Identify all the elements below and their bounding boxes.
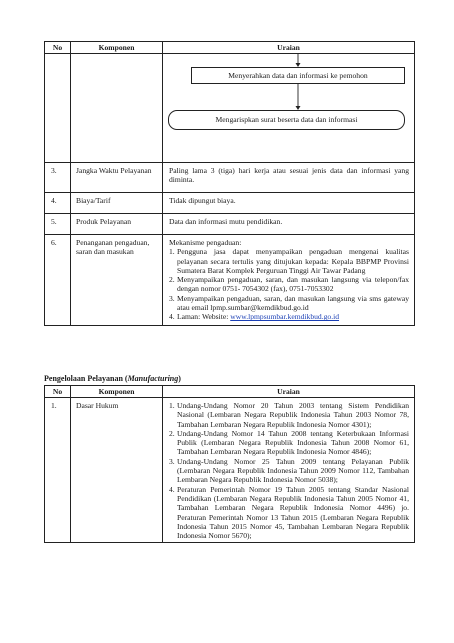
table-header-row <box>45 386 415 398</box>
header-komponen: Komponen <box>71 42 163 54</box>
table-header-row <box>45 42 415 54</box>
flow-step-deliver: Menyerahkan data dan informasi ke pemohon <box>191 67 405 84</box>
list-item: 3. Menyampaikan pengaduan, saran, dan masukan langsung via sms gateway atau email lpmp.sumbar@kemdikbud.go.id <box>169 293 409 313</box>
legal-basis-list <box>169 401 409 540</box>
website-link[interactable]: www.lpmpsumbar.kemdikbud.go.id <box>230 312 340 322</box>
complaint-intro: Mekanisme pengaduan: <box>169 238 242 247</box>
list-item: 4. Laman: Website: www.lpmpsumbar.kemdikbud.go.id <box>169 312 340 322</box>
table-row: 6. Penanganan pengaduan, saran dan masukan Mekanisme pengaduan: 1. Pengguna jasa dapat menyampaikan pengaduan mengenai kualitas pelayanan secara tertulis yang ditujukan kepada: Kepala BBPMP Provinsi Sumatera Barat Komplek Perguruan Tinggi Air Tawar Padang 2. Menyampaikan pengaduan, saran, dan masukan langsung via telepon/fax dengan nomor 0751- 7054302 (fax), 0751-7053302 3. Menyampaikan pengaduan, saran, dan masukan langsung via sms gateway atau email lpmp.sumbar@kemdikbud.go.id 4. Laman: Website: www.lpmpsumbar.kemdikbud.go.id <box>45 235 415 326</box>
flow-step-archive: Mengarispkan surat beserta data dan informasi <box>168 110 405 130</box>
list-item: 1. Undang-Undang Nomor 20 Tahun 2003 tentang Sistem Pendidikan Nasional (Lembaran Negara Republik Indonesia Tahun 2003 Nomor 78, Tambahan Lembaran Negara Republik Indonesia Nomor 4301); <box>169 401 409 429</box>
list-item: 3. Undang-Undang Nomor 25 Tahun 2009 tentang Pelayanan Publik (Lembaran Negara Republik Indonesia Tahun 2009 Nomor 112, Tambahan Lembaran Negara Republik Indonesia Nomor 5038); <box>169 456 409 485</box>
flowchart-row <box>45 54 415 163</box>
list-item: 2. Menyampaikan pengaduan, saran, dan masukan langsung via telepon/fax dengan nomor 0751- 7054302 (fax), 0751-7053302 <box>169 275 409 294</box>
table-row: 4. Biaya/Tarif Tidak dipungut biaya. <box>45 193 415 214</box>
header-uraian: Uraian <box>163 42 415 54</box>
table-row: 5. Produk Pelayanan Data dan informasi mutu pendidikan. <box>45 214 415 235</box>
list-item: 4. Peraturan Pemerintah Nomor 19 Tahun 2005 tentang Standar Nasional Pendidikan (Lembaran Negara Republik Indonesia Tahun 2005 Nomor 41, Tambahan Lembaran Negara Republik Indonesia Nomor 4496) jo. Peraturan Pemerintah Nomor 13 Tahun 2015 (Lembaran Negara Republik Indonesia Tahun 2015 Nomor 45, Tambahan Lembaran Negara Republik Indonesia Nomor 5670); <box>169 484 409 541</box>
header-komponen: Komponen <box>71 386 163 398</box>
header-uraian: Uraian <box>163 386 415 398</box>
table-row: 3. Jangka Waktu Pelayanan Paling lama 3 (tiga) hari kerja atau sesuai jenis data dan informasi yang diminta. <box>45 163 415 193</box>
service-table <box>44 41 415 326</box>
header-no: No <box>45 42 71 54</box>
header-no: No <box>45 386 71 398</box>
flowchart <box>163 54 414 162</box>
management-table <box>44 385 415 543</box>
table-row: 1. Dasar Hukum 1. Undang-Undang Nomor 20 Tahun 2003 tentang Sistem Pendidikan Nasional (Lembaran Negara Republik Indonesia Tahun 2003 Nomor 78, Tambahan Lembaran Negara Republik Indonesia Nomor 4301); 2. Undang-Undang Nomor 14 Tahun 2008 tentang Keterbukaan Informasi Publik (Lembaran Negara Republik Indonesia Tahun 2008 Nomor 61, Tambahan Lembaran Negara Republik Indonesia Nomor 4846); 3. Undang-Undang Nomor 25 Tahun 2009 tentang Pelayanan Publik (Lembaran Negara Republik Indonesia Tahun 2009 Nomor 112, Tambahan Lembaran Negara Republik Indonesia Nomor 5038); 4. Peraturan Pemerintah Nomor 19 Tahun 2005 tentang Standar Nasional Pendidikan (Lembaran Negara Republik Indonesia Tahun 2005 Nomor 41, Tambahan Lembaran Negara Republik Indonesia Nomor 4496) jo. Peraturan Pemerintah Nomor 13 Tahun 2015 (Lembaran Negara Republik Indonesia Tahun 2015 Nomor 45, Tambahan Lembaran Negara Republik Indonesia Nomor 5670); <box>45 398 415 543</box>
section-title: Pengelolaan Pelayanan (Manufacturing) <box>44 374 181 383</box>
list-item: 1. Pengguna jasa dapat menyampaikan pengaduan mengenai kualitas pelayanan secara tertulis yang ditujukan kepada: Kepala BBPMP Provinsi Sumatera Barat Komplek Perguruan Tinggi Air Tawar Padang <box>169 247 409 275</box>
complaint-list <box>169 247 409 321</box>
list-item: 2. Undang-Undang Nomor 14 Tahun 2008 tentang Keterbukaan Informasi Publik (Lembaran Negara Republik Indonesia Tahun 2008 Nomor 61, Tambahan Lembaran Negara Republik Indonesia Nomor 4846); <box>169 428 409 457</box>
